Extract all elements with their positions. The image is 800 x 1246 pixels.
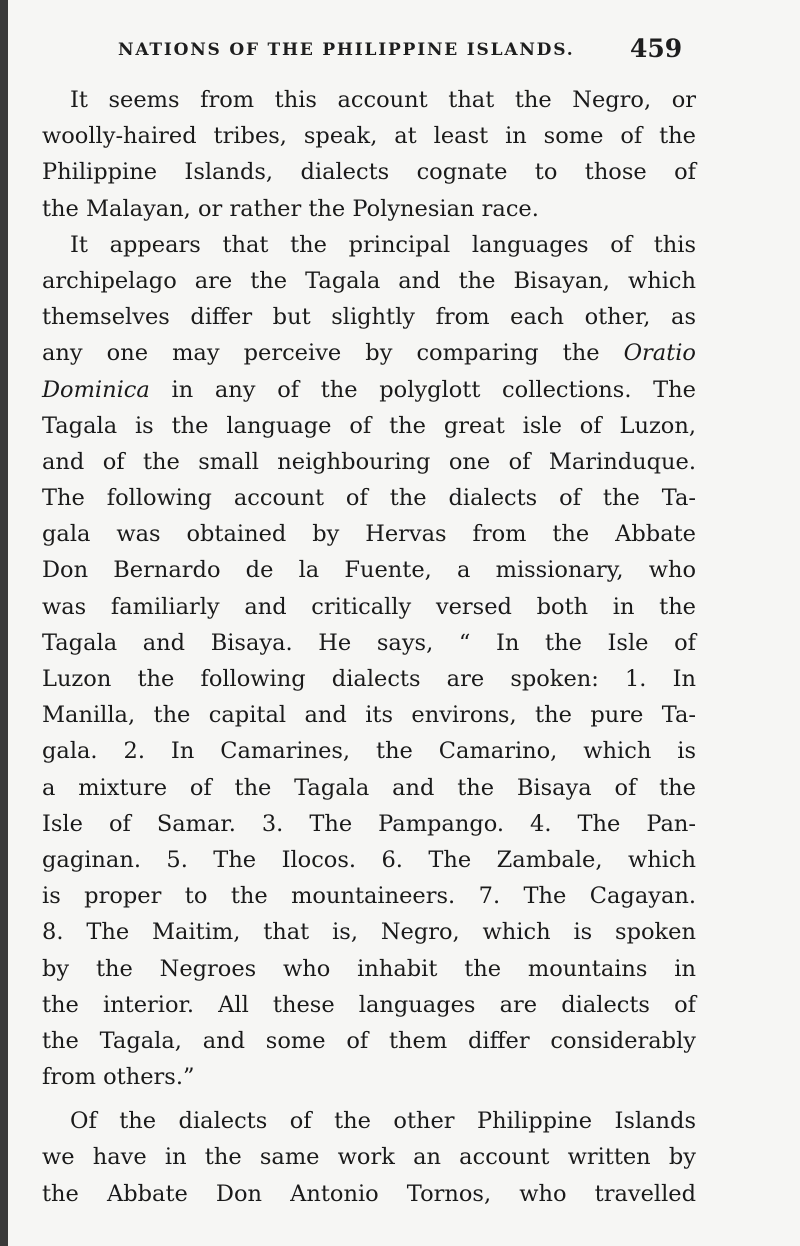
text-line: Luzon the following dialects are spoken: 1. In xyxy=(42,666,696,692)
text-line: Philippine Islands, dialects cognate to those of xyxy=(42,159,696,186)
text-line: Isle of Samar. 3. The Pampango. 4. The Pan- xyxy=(42,810,696,837)
text-segment: in any of the polyglott collections. The xyxy=(171,376,696,403)
text-line: Tagala is the language of the great isle of Luzon, xyxy=(42,412,696,439)
text-line: a mixture of the Tagala and the Bisaya of the xyxy=(42,774,696,801)
text-line: the interior. All these languages are dialects of xyxy=(42,991,696,1018)
text-line: and of the small neighbouring one of Marinduque. xyxy=(42,448,696,475)
text-line xyxy=(42,335,696,371)
body-text xyxy=(42,82,696,1212)
text-line: Of the dialects of the other Philippine Islands xyxy=(70,1108,696,1135)
text-line: Manilla, the capital and its environs, the pure Ta- xyxy=(42,702,696,729)
text-line: the Abbate Don Antonio Tornos, who travelled xyxy=(42,1180,696,1207)
text-line: The following account of the dialects of the Ta- xyxy=(42,485,696,512)
text-segment: any one may perceive by comparing the xyxy=(42,340,600,367)
text-line: Tagala and Bisaya. He says, “ In the Isle of xyxy=(42,629,696,656)
text-line: we have in the same work an account written by xyxy=(42,1144,696,1171)
text-line: gala. 2. In Camarines, the Camarino, which is xyxy=(42,738,696,765)
page-header xyxy=(8,34,800,70)
text-line: was familiarly and critically versed both in the xyxy=(42,593,696,620)
page-number: 459 xyxy=(630,34,683,63)
text-line: from others.” xyxy=(42,1064,195,1091)
running-head: NATIONS OF THE PHILIPPINE ISLANDS. xyxy=(118,40,575,60)
text-line: themselves differ but slightly from each other, as xyxy=(42,304,696,331)
text-line: archipelago are the Tagala and the Bisayan, which xyxy=(42,267,696,294)
text-line: by the Negroes who inhabit the mountains in xyxy=(42,955,696,982)
italic-phrase: Oratio xyxy=(623,340,696,367)
text-line: It appears that the principal languages of this xyxy=(70,231,696,258)
text-line: gaginan. 5. The Ilocos. 6. The Zambale, which xyxy=(42,846,696,873)
text-line: gala was obtained by Hervas from the Abbate xyxy=(42,521,696,548)
text-line: the Tagala, and some of them differ considerably xyxy=(42,1027,696,1054)
text-line: is proper to the mountaineers. 7. The Cagayan. xyxy=(42,883,696,910)
text-line: 8. The Maitim, that is, Negro, which is spoken xyxy=(42,919,696,946)
book-page xyxy=(8,0,800,1246)
text-line: woolly-haired tribes, speak, at least in some of the xyxy=(42,123,696,150)
text-line xyxy=(42,372,696,408)
text-line: the Malayan, or rather the Polynesian race. xyxy=(42,195,539,222)
text-line: It seems from this account that the Negro, or xyxy=(70,87,696,113)
italic-phrase: Dominica xyxy=(42,376,150,403)
text-line: Don Bernardo de la Fuente, a missionary, who xyxy=(42,557,696,584)
